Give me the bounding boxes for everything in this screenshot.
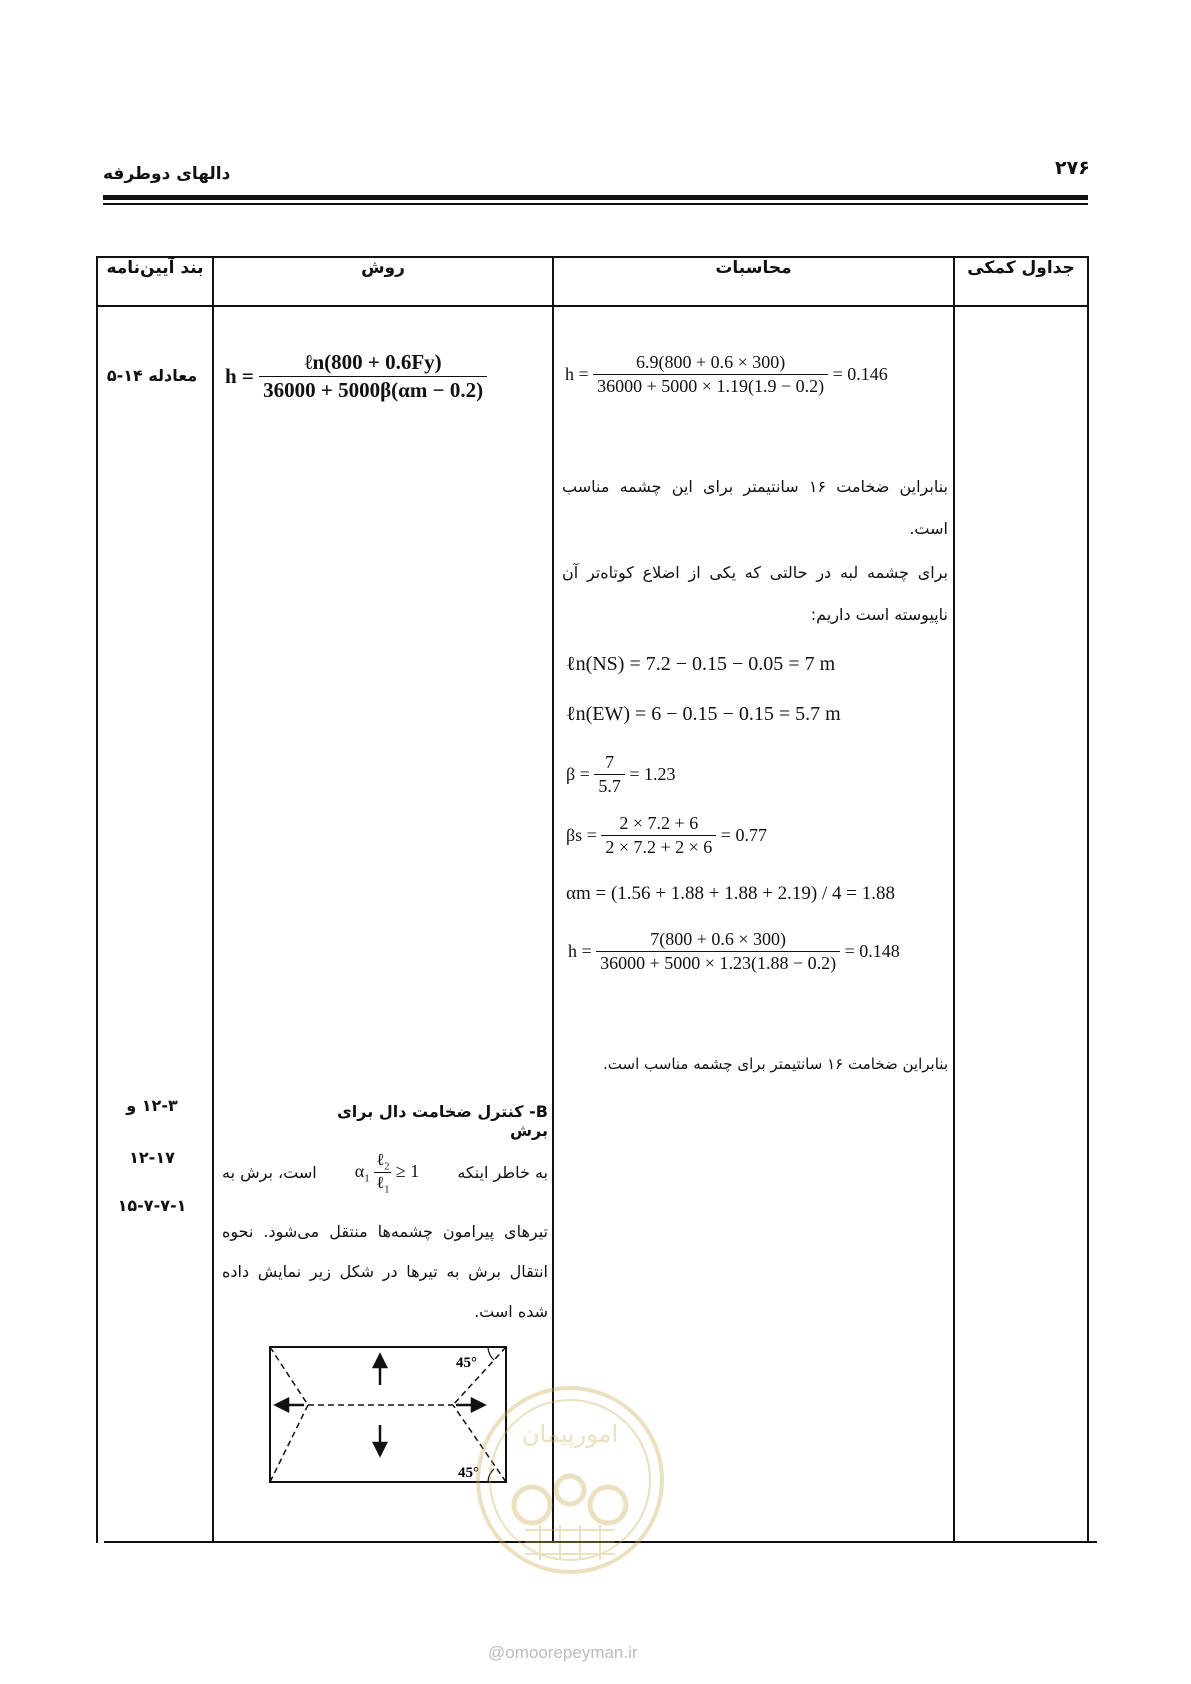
calc-h1-result: = 0.146 bbox=[832, 364, 888, 384]
method-formula-denominator: 36000 + 5000β(αm − 0.2) bbox=[263, 378, 484, 402]
calc-beta-denominator: 5.7 bbox=[598, 776, 621, 796]
calc-text-3: بنابراین ضخامت ۱۶ سانتیمتر برای چشمه مناسب است. bbox=[603, 1055, 948, 1073]
method-condition: $\alpha_1$ $\frac{\ell_2}{\ell_1}$ ≥ 1 bbox=[354, 1150, 420, 1196]
calc-text-1: بنابراین ضخامت ۱۶ سانتیمتر برای این چشمه مناسب است. bbox=[562, 477, 948, 538]
calc-beta-s bbox=[566, 813, 767, 858]
calc-text-2: برای چشمه لبه در حالتی که یکی از اضلاع کوتاه‌تر آن ناپیوسته است داریم: bbox=[562, 563, 948, 624]
clause-ref-3: ۱۵-۷-۷-۱ bbox=[117, 1196, 187, 1215]
calc-ln-ns: ℓn(NS) = 7.2 − 0.15 − 0.05 = 7 m bbox=[566, 653, 836, 675]
calc-beta-s-denominator: 2 × 7.2 + 2 × 6 bbox=[605, 837, 713, 857]
method-para-1a: به خاطر اینکه bbox=[457, 1163, 548, 1183]
col-header-aux-tables: جداول کمکی bbox=[967, 258, 1075, 278]
watermark-seal-text: امورپیمان bbox=[521, 1420, 619, 1448]
calc-h1-numerator: 6.9(800 + 0.6 × 300) bbox=[593, 352, 828, 375]
calc-beta-s-result: = 0.77 bbox=[720, 825, 767, 845]
calc-h1-denominator: 36000 + 5000 × 1.19(1.9 − 0.2) bbox=[597, 376, 825, 396]
calc-ln-ew: ℓn(EW) = 6 − 0.15 − 0.15 = 5.7 m bbox=[566, 703, 841, 725]
watermark-url-text: omoorepeyman.ir bbox=[505, 1643, 638, 1662]
col-header-clause: بند آیین‌نامه bbox=[106, 258, 204, 278]
calc-h2 bbox=[568, 929, 900, 974]
calc-beta-result: = 1.23 bbox=[629, 764, 676, 784]
page-number: ۲۷۶ bbox=[1055, 157, 1090, 179]
angle-label-top: 45° bbox=[456, 1355, 477, 1371]
calc-beta bbox=[566, 752, 675, 797]
watermark-url bbox=[488, 1643, 638, 1663]
watermark-seal bbox=[470, 1380, 670, 1580]
calc-beta-numerator: 7 bbox=[594, 752, 625, 775]
calc-beta-lhs: β = bbox=[566, 764, 590, 784]
method-formula-numerator: ℓn(800 + 0.6Fy) bbox=[259, 350, 487, 377]
header-rule-thick bbox=[103, 195, 1088, 200]
calc-h2-denominator: 36000 + 5000 × 1.23(1.88 − 0.2) bbox=[600, 953, 837, 973]
clause-equation-ref: معادله ۱۴-۵ bbox=[106, 366, 198, 385]
calc-h1-lhs: h = bbox=[565, 364, 589, 384]
header-rule-thin bbox=[103, 203, 1088, 205]
method-formula-lhs: h = bbox=[225, 364, 254, 388]
method-paragraph: تیرهای پیرامون چشمه‌ها منتقل می‌شود. نحوه انتقال برش به تیرها در شکل زیر نمایش داده شده است. bbox=[222, 1222, 548, 1321]
col-header-calculations: محاسبات bbox=[715, 258, 792, 278]
calc-h2-result: = 0.148 bbox=[844, 941, 900, 961]
calc-beta-s-numerator: 2 × 7.2 + 6 bbox=[601, 813, 716, 836]
method-section-title: B- کنترل ضخامت دال برای برش bbox=[337, 1102, 548, 1140]
method-formula bbox=[225, 350, 487, 403]
col-header-method: روش bbox=[361, 258, 405, 278]
clause-ref-1: ۱۲-۳ و bbox=[126, 1096, 178, 1115]
calc-h2-numerator: 7(800 + 0.6 × 300) bbox=[596, 929, 840, 952]
chapter-title: دالهای دوطرفه bbox=[103, 164, 231, 184]
clause-ref-2: ۱۲-۱۷ bbox=[129, 1148, 175, 1167]
calc-beta-s-lhs: βs = bbox=[566, 825, 597, 845]
calc-h2-lhs: h = bbox=[568, 941, 592, 961]
watermark-at-icon: @ bbox=[488, 1643, 506, 1662]
angle-label-bottom: 45° bbox=[458, 1465, 479, 1481]
calc-alpha-m: αm = (1.56 + 1.88 + 1.88 + 2.19) / 4 = 1.88 bbox=[566, 883, 895, 904]
method-para-1b: است، برش به bbox=[222, 1163, 317, 1183]
method-condition-line bbox=[222, 1150, 548, 1196]
calc-h1 bbox=[565, 352, 888, 397]
